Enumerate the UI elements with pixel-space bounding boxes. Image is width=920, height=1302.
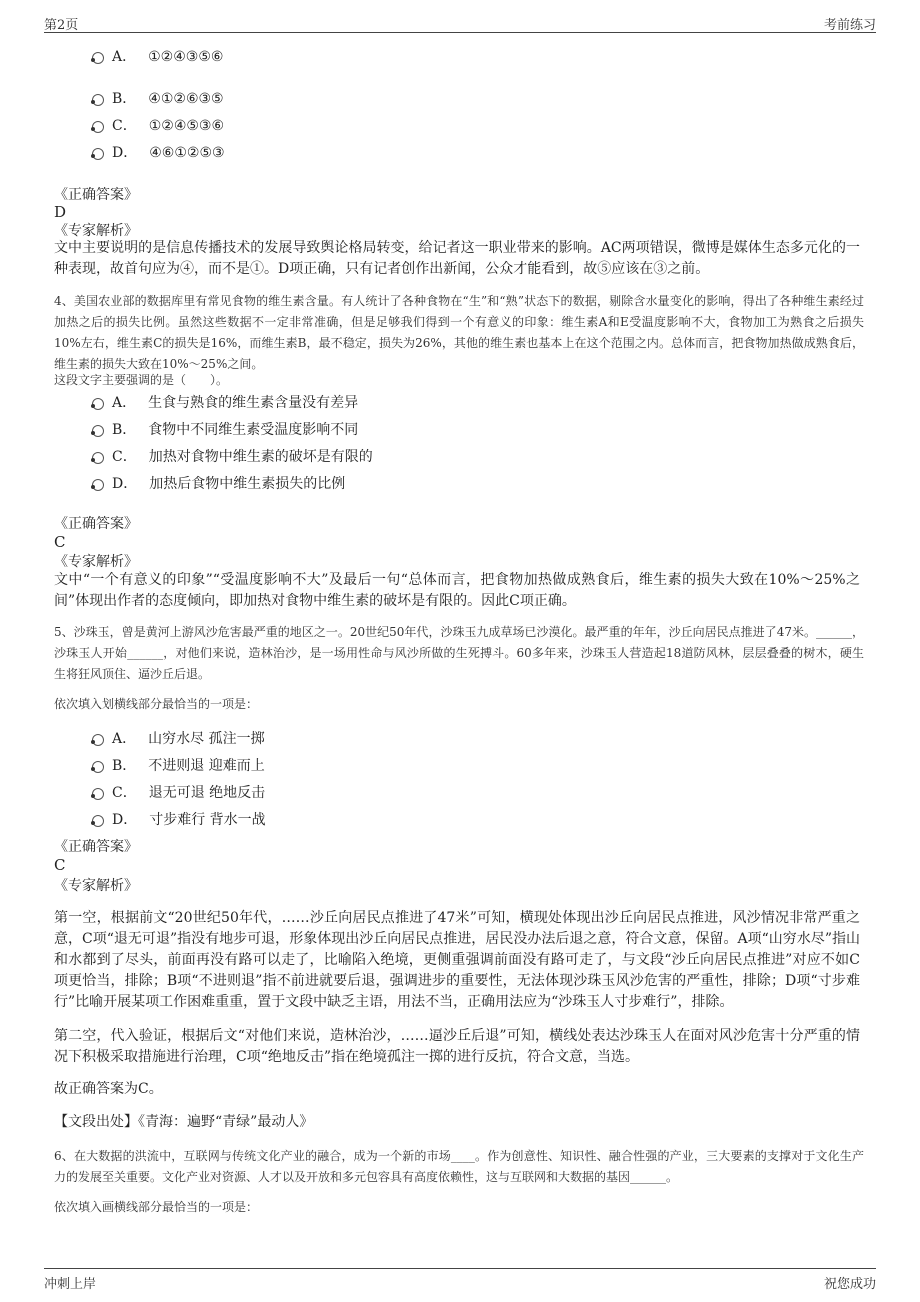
q5-option-a[interactable]: A． 山穷水尽 孤注一掷 — [92, 728, 265, 750]
q6-prompt: 依次填入画横线部分最恰当的一项是： — [54, 1200, 259, 1214]
q3-answer-label: 《正确答案》 — [54, 187, 138, 203]
radio-icon[interactable] — [92, 121, 104, 133]
footer-right: 祝您成功 — [823, 1277, 876, 1292]
q5-option-d[interactable]: D． 寸步难行 背水一战 — [92, 809, 266, 831]
page-header — [44, 12, 876, 33]
radio-icon[interactable] — [92, 148, 104, 160]
q3-analysis: 文中主要说明的是信息传播技术的发展导致舆论格局转变，给记者这一职业带来的影响。AC两项错误，微博是媒体生态多元化的一种表现，故首句应为④，而不是①。D项正确，只有记者创作出新闻，公众才能看到，故⑤应该在③之前。 — [54, 240, 860, 277]
q3-answer: D — [54, 203, 67, 221]
radio-icon[interactable] — [92, 398, 104, 410]
q3-option-d[interactable]: D． ④⑥①②⑤③ — [92, 142, 225, 164]
q4-option-b[interactable]: B． 食物中不同维生素受温度影响不同 — [92, 419, 358, 441]
q5-source: 【文段出处】《青海：遍野“青绿”最动人》 — [54, 1114, 314, 1130]
footer-left: 冲刺上岸 — [44, 1277, 97, 1292]
q4-analysis-label: 《专家解析》 — [54, 554, 138, 570]
header-title: 考前练习 — [823, 18, 876, 33]
q4-question-text: 4、美国农业部的数据库里有常见食物的维生素含量。有人统计了各种食物在“生”和“熟”状态下的数据，剔除含水量变化的影响，得出了各种维生素经过加热之后的损失比例。虽然这些数据不一定非常准确，但是足够我们得到一个有意义的印象：维生素A和E受温度影响不大，食物加工为熟食之后损失10%左右，维生素C的损失是16%，而维生素B，最不稳定，损失为26%，其他的维生素也基本上在这个范围之内。总体而言，把食物加热做成熟食后，维生素的损失大致在10%～25%之间。 — [54, 294, 864, 371]
q3-option-c[interactable]: C． ①②④⑤③⑥ — [92, 115, 224, 137]
q5-prompt: 依次填入划横线部分最恰当的一项是： — [54, 697, 259, 711]
q3-option-b[interactable]: B． ④①②⑥③⑤ — [92, 88, 224, 110]
radio-icon[interactable] — [92, 479, 104, 491]
radio-icon[interactable] — [92, 734, 104, 746]
q4-option-d[interactable]: D． 加热后食物中维生素损失的比例 — [92, 473, 345, 495]
q5-option-c[interactable]: C． 退无可退 绝地反击 — [92, 782, 265, 804]
q3-analysis-label: 《专家解析》 — [54, 223, 138, 239]
q4-option-a[interactable]: A． 生食与熟食的维生素含量没有差异 — [92, 392, 358, 414]
q5-analysis-label: 《专家解析》 — [54, 878, 138, 894]
radio-icon[interactable] — [92, 94, 104, 106]
q5-analysis-p2: 第二空，代入验证，根据后文“对他们来说，造林治沙，……逼沙丘后退”可知，横线处表达沙珠玉人在面对风沙危害十分严重的情况下积极采取措施进行治理，C项“绝地反击”指在绝境孤注一掷的进行反抗，符合文意，当选。 — [54, 1028, 860, 1065]
q4-answer-label: 《正确答案》 — [54, 516, 138, 532]
q4-option-c[interactable]: C． 加热对食物中维生素的破坏是有限的 — [92, 446, 373, 468]
q5-question-text: 5、沙珠玉，曾是黄河上游风沙危害最严重的地区之一。20世纪50年代，沙珠玉九成草场已沙漠化。最严重的年年，沙丘向居民点推进了47米。______，沙珠玉人开始______，对他们来说，造林治沙，是一场用性命与风沙所做的生死搏斗。60多年来，沙珠玉人营造起18道防风林，层层叠叠的树木，硬生生将狂风顶住、逼沙丘后退。 — [54, 625, 864, 681]
radio-icon[interactable] — [92, 452, 104, 464]
page-footer — [44, 1268, 876, 1295]
q5-option-b[interactable]: B． 不进则退 迎难而上 — [92, 755, 265, 777]
q4-answer: C — [54, 533, 66, 551]
radio-icon[interactable] — [92, 761, 104, 773]
radio-icon[interactable] — [92, 425, 104, 437]
q4-prompt: 这段文字主要强调的是（ ）。 — [54, 373, 229, 387]
q5-answer: C — [54, 856, 66, 874]
q4-analysis: 文中“一个有意义的印象”“受温度影响不大”及最后一句“总体而言，把食物加热做成熟食后，维生素的损失大致在10%～25%之间”体现出作者的态度倾向，即加热对食物中维生素的破坏是有限的。因此C项正确。 — [54, 572, 860, 609]
q6-question-text: 6、在大数据的洪流中，互联网与传统文化产业的融合，成为一个新的市场____。作为创意性、知识性、融合性强的产业，三大要素的支撑对于文化生产力的发展至关重要。文化产业对资源、人才以及开放和多元包容具有高度依赖性，这与互联网和大数据的基因______。 — [54, 1149, 864, 1184]
page-number: 第2页 — [44, 18, 79, 33]
radio-icon[interactable] — [92, 788, 104, 800]
radio-icon[interactable] — [92, 52, 104, 64]
q5-answer-label: 《正确答案》 — [54, 839, 138, 855]
q5-analysis-p1: 第一空，根据前文“20世纪50年代，……沙丘向居民点推进了47米”可知，横现处体现出沙丘向居民点推进，风沙情况非常严重之意，C项“退无可退”指没有地步可退，形象体现出沙丘向居民点推进，居民没办法后退之意，符合文意，保留。A项“山穷水尽”指山和水都到了尽头，前面再没有路可以走了，比喻陷入绝境，更侧重强调前面没有路可走了，与文段“沙丘向居民点推进”对应不如C项更恰当，排除；B项“不进则退”指不前进就要后退，强调进步的重要性，无法体现沙珠玉风沙危害的严重性，排除；D项“寸步难行”比喻开展某项工作困难重重，置于文段中缺乏主语，用法不当，正确用法应为“沙珠玉人寸步难行”，排除。 — [54, 910, 860, 1010]
radio-icon[interactable] — [92, 815, 104, 827]
q3-option-a[interactable]: A． ①②④③⑤⑥ — [92, 46, 223, 68]
q5-conclusion: 故正确答案为C。 — [54, 1081, 163, 1097]
